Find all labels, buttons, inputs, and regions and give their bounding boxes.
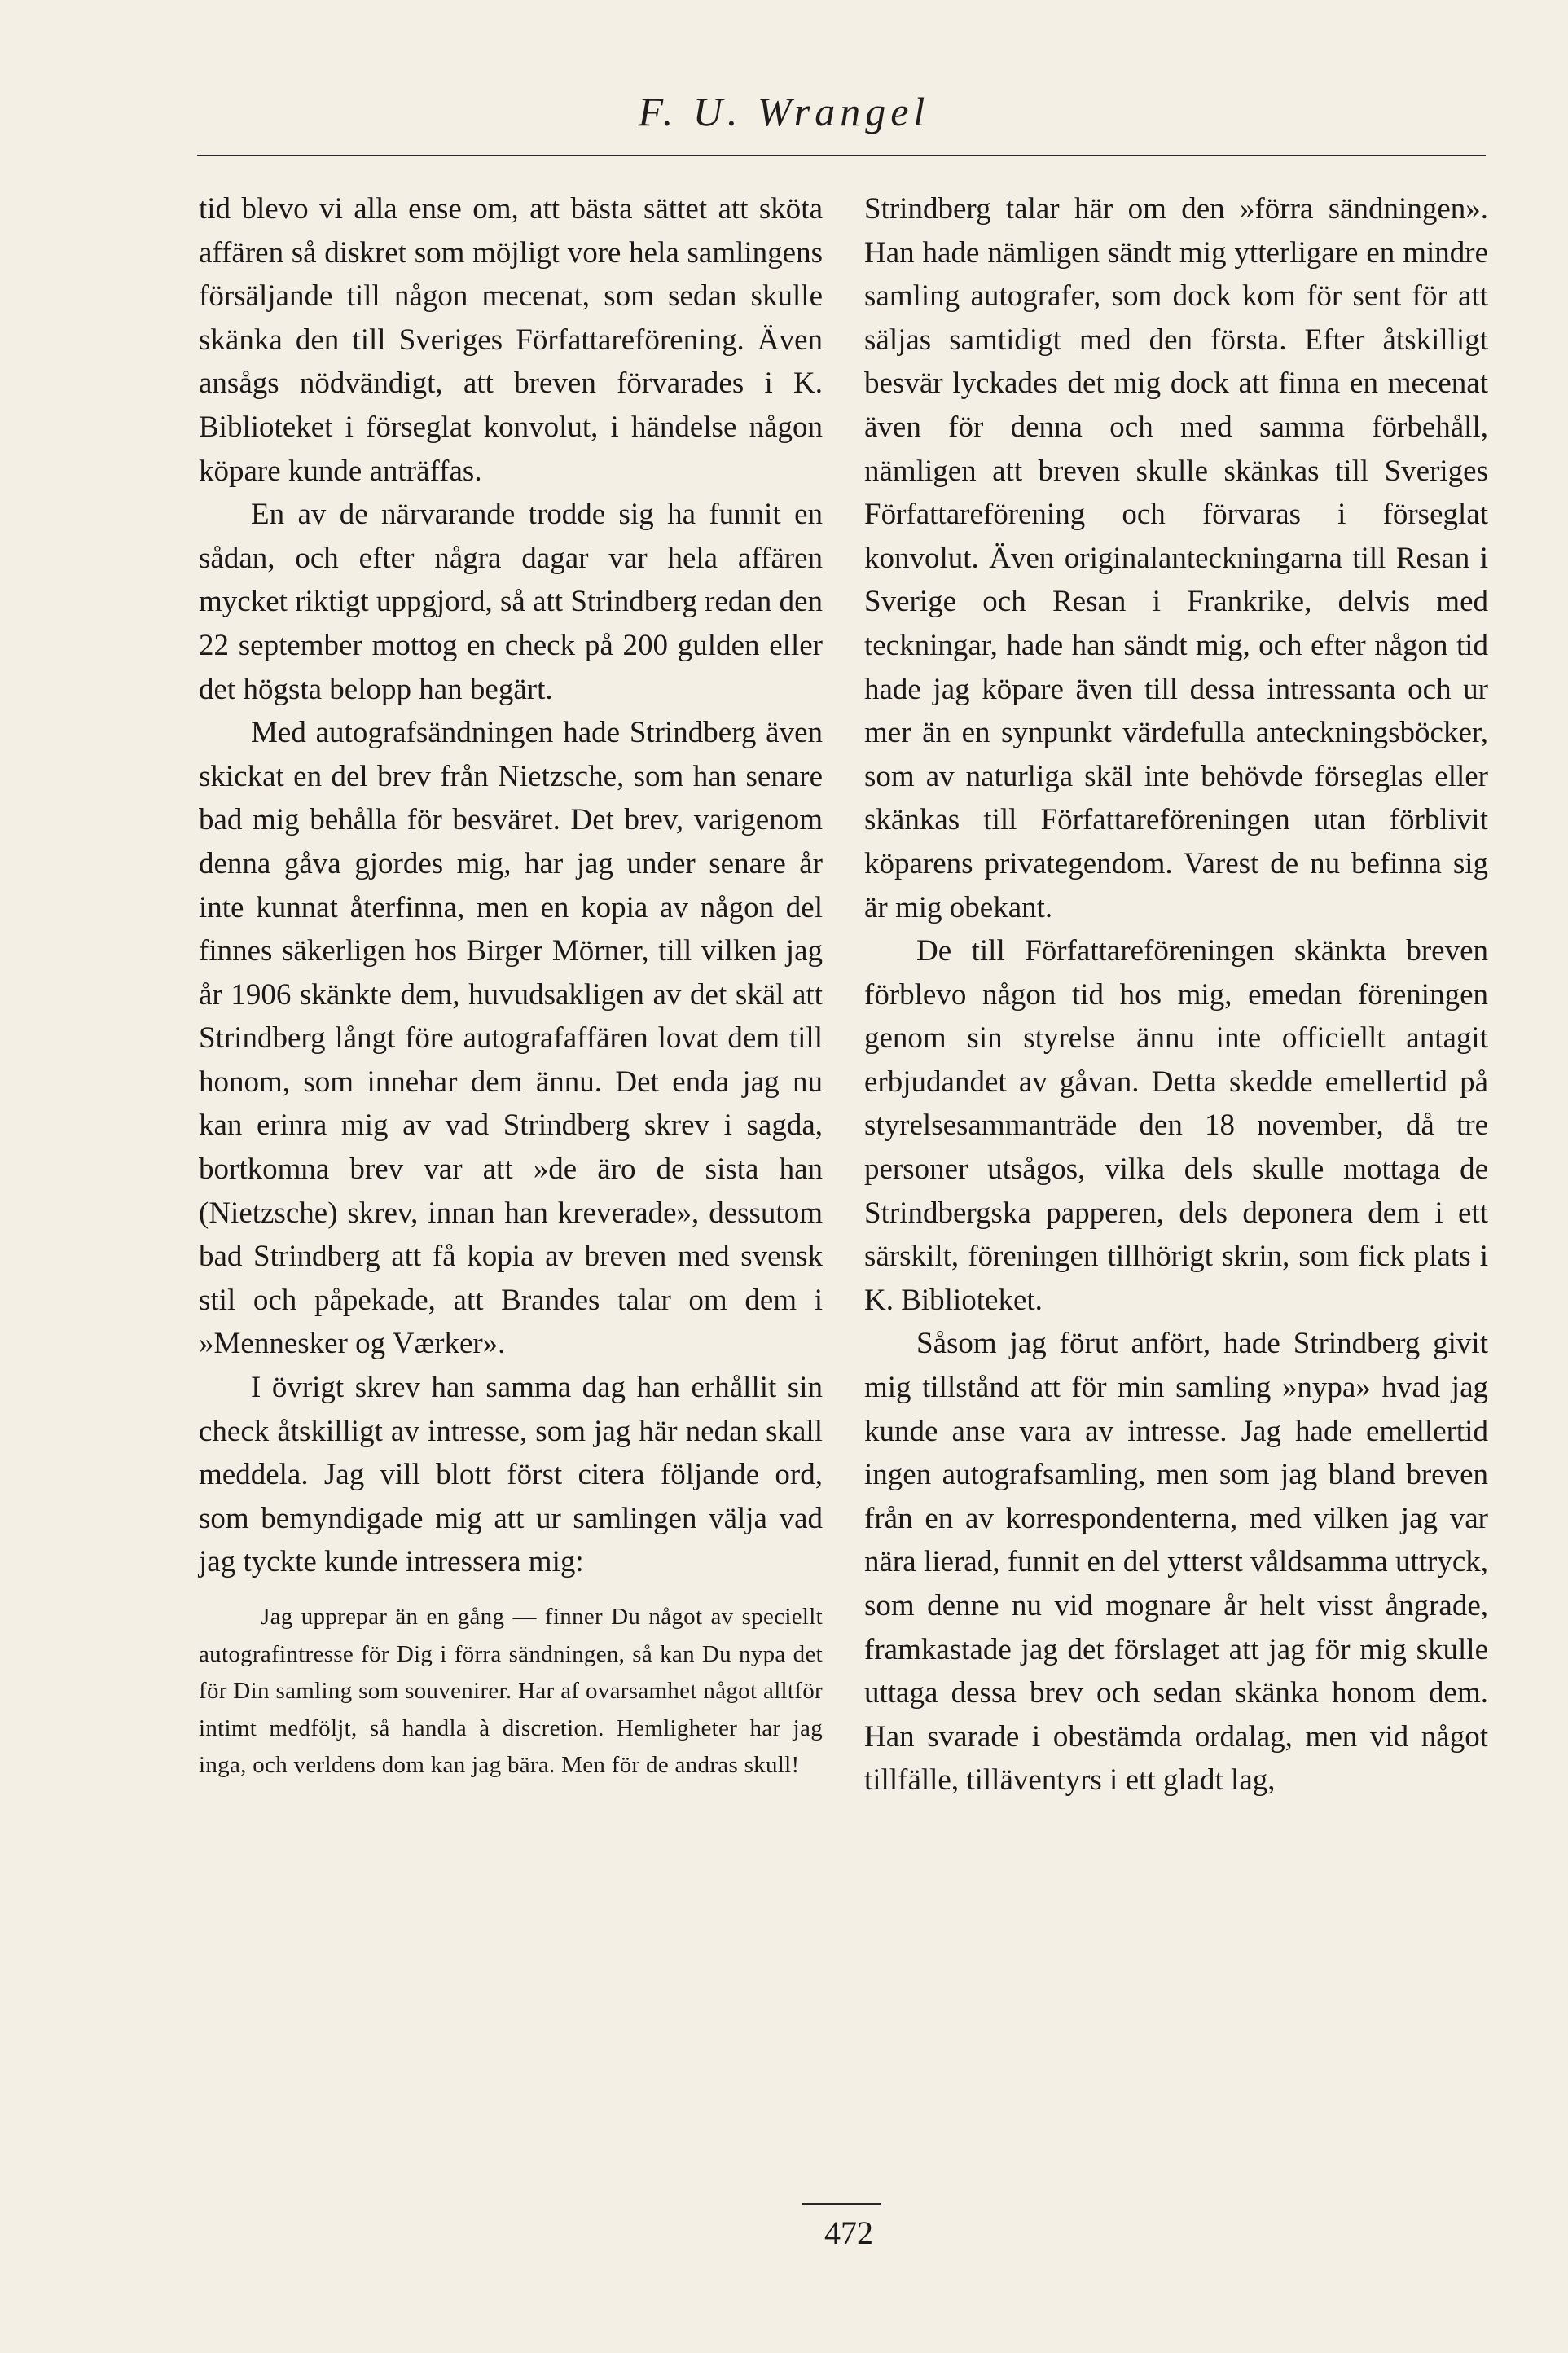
quote-text: Jag upprepar än en gång — finner Du något av speciellt autografintresse för Dig i förra sändningen, så kan Du nypa det för Din samling som souvenirer. Har af ovarsamhet något alltför intimt medföljt, så handla à discretion. Hemligheter har jag inga, och verldens dom kan jag bära. Men för de andras skull!: [199, 1604, 823, 1778]
paragraph: Med autografsändningen hade Strindberg även skickat en del brev från Nietzsche, som han senare bad mig behålla för besväret. Det brev, varigenom denna gåva gjordes mig, har jag under senare år inte kunnat återfinna, men en kopia av någon del finnes säkerligen hos Birger Mörner, till vilken jag år 1906 skänkte dem, huvudsakligen av det skäl att Strindberg långt före autografaffären lovat dem till honom, som innehar dem ännu. Det enda jag nu kan erinra mig av vad Strindberg skrev i sagda, bortkomna brev var att »de äro de sista han (Nietzsche) skrev, innan han kreverade», dessutom bad Strindberg att få kopia av breven med svensk stil och påpekade, att Brandes talar om dem i »Mennesker og Værker».: [199, 716, 823, 1361]
paragraph: Såsom jag förut anfört, hade Strindberg givit mig tillstånd att för min samling »nypa» hvad jag kunde anse vara av intresse. Jag hade emellertid ingen autografsamling, men som jag bland breven från en av korrespondenterna, med vilken jag var nära lierad, funnit en del ytterst våldsamma uttryck, som denne nu vid mognare år helt visst ångrade, framkastade jag det förslaget att jag för mig skulle uttaga dessa brev och sedan skänka honom dem. Han svarade i obestämda ordalag, men vid något tillfälle, tilläventyrs i ett gladt lag,: [864, 1327, 1488, 1798]
running-header: F. U. Wrangel: [638, 89, 930, 134]
block-quote: [199, 1599, 823, 1785]
left-column: [199, 187, 823, 1785]
page-number: 472: [824, 2215, 873, 2251]
right-column: [864, 187, 1488, 1802]
paragraph: tid blevo vi alla ense om, att bästa sättet att sköta affären så diskret som möjligt vore hela samlingens försäljande till någon mecenat, som sedan skulle skänka den till Sveriges Författareförening. Även ansågs nödvändigt, att breven förvarades i K. Biblioteket i förseglat konvolut, i händelse någon köpare kunde anträffas.: [199, 192, 823, 488]
paragraph: De till Författareföreningen skänkta breven förblevo någon tid hos mig, emedan föreningen genom sin styrelse ännu inte officiellt antagit erbjudandet av gåvan. Detta skedde emellertid på styrelsesammanträde den 18 november, då tre personer utsågos, vilka dels skulle mottaga de Strindbergska papperen, dels deponera dem i ett särskilt, föreningen tillhörigt skrin, som fick plats i K. Biblioteket.: [864, 934, 1488, 1317]
paragraph: En av de närvarande trodde sig ha funnit en sådan, och efter några dagar var hela affären mycket riktigt uppgjord, så att Strindberg redan den 22 september mottog en check på 200 gulden eller det högsta belopp han begärt.: [199, 498, 823, 706]
page-number-rule: [802, 2203, 881, 2205]
header-rule: [197, 155, 1486, 156]
paragraph: Strindberg talar här om den »förra sändningen». Han hade nämligen sändt mig ytterligare en mindre samling autografer, som dock kom för sent för att säljas samtidigt med den första. Efter åtskilligt besvär lyckades det mig dock att finna en mecenat även för denna och med samma förbehåll, nämligen att breven skulle skänkas till Sveriges Författareförening och förvaras i förseglat konvolut. Även originalanteckningarna till Resan i Sverige och Resan i Frankrike, delvis med teckningar, hade han sändt mig, och efter någon tid hade jag köpare även till dessa intressanta och ur mer än en synpunkt värdefulla anteckningsböcker, som av naturliga skäl inte behövde förseglas eller skänkas till Författareföreningen utan förblivit köparens privategendom. Varest de nu befinna sig är mig obekant.: [864, 192, 1488, 924]
paragraph: I övrigt skrev han samma dag han erhållit sin check åtskilligt av intresse, som jag här nedan skall meddela. Jag vill blott först citera följande ord, som bemyndigade mig att ur samlingen välja vad jag tyckte kunde intressera mig:: [199, 1371, 823, 1579]
